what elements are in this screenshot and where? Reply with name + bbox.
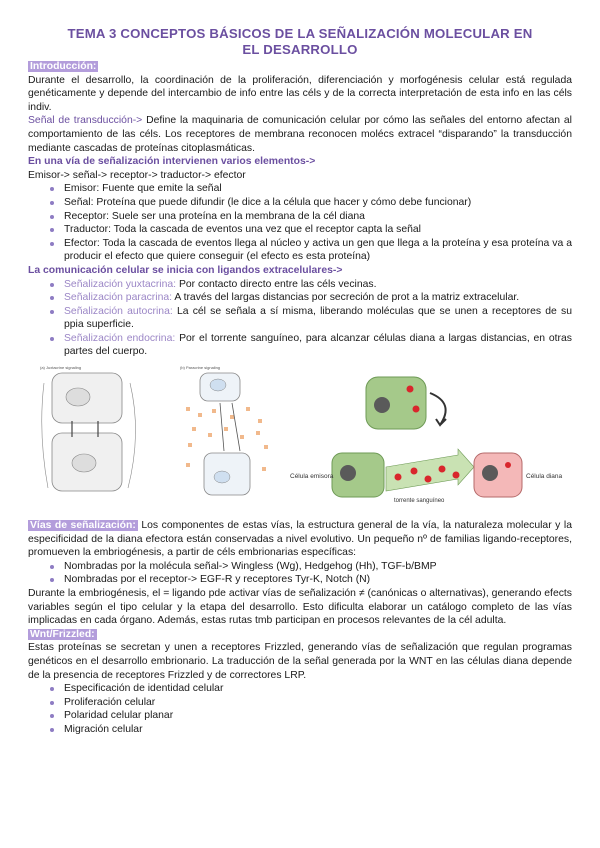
page-title: TEMA 3 CONCEPTOS BÁSICOS DE LA SEÑALIZACIÓN MOLECULAR EN EL DESARROLLO [67,26,533,57]
elementos-list [28,182,572,264]
heading-introduccion: Introducción: [30,61,97,72]
signal-dot [258,419,262,423]
comunicacion-list [28,278,572,360]
signal-dot [262,467,266,471]
signal-dot [192,427,196,431]
vias-text2: Durante la embriogénesis, el = ligando pde activar vías de señalización ≠ (canónicas o alternativas), generando efects variables según el tipo celular y la etapa del desarrollo. Esto dificulta elaborar un catálogo completo de las vías implicadas en cada órgano. Además, estas rutas tmb participan en procesos relevantes de la cél adulta. [28,588,572,627]
emitter-nucleus [340,465,356,481]
wnt-text: Estas proteínas se secretan y unen a receptores Frizzled, generando vías de señalización que regulan programas genéticos en el desarrollo embrionario. La traducción de la señal generada por la WNT en las células diana depende de la presencia de receptores Frizzled y de correctores LRP. [28,642,572,681]
list-item: Efector: Toda la cascada de eventos llega al núcleo y activa un gen que llega a la proteína y esa proteína va a producir el efecto que quiere conseguir (el efecto es esta proteína) [64,237,572,263]
autocrine-arrow-icon [430,393,446,425]
figures-row [28,363,572,515]
list-item [64,278,572,292]
signal-dot [186,407,190,411]
term-yuxtacrina: Señalización yuxtacrina: [64,278,177,290]
heading-elementos: En una vía de señalización intervienen varios elementos-> [28,156,316,168]
heading-wnt: Wnt/Frizzled: [30,628,95,640]
list-item: Nombradas por la molécula señal-> Wingless (Wg), Hedgehog (Hh), TGF-b/BMP [64,560,572,574]
list-item: Polaridad celular planar [64,709,572,723]
section-vias [28,519,572,628]
signal-dot [256,431,260,435]
list-item: Nombradas por el receptor-> EGF-R y receptores Tyr-K, Notch (N) [64,573,572,587]
vias-list [28,560,572,587]
nucleus-top [66,388,90,406]
figure-juxtacrine [38,363,150,501]
vias-paragraph [28,519,572,560]
section-introduccion [28,60,572,114]
list-item: Migración celular [64,723,572,737]
autocrine-nucleus [374,397,390,413]
term-text: Por el torrente sanguíneo, para alcanzar células diana a largas distancias, en otras partes del cuerpo. [64,332,572,358]
heading-vias: Vías de señalización: [30,520,136,532]
signal-dot [230,415,234,419]
signal-dot [395,474,402,481]
ecm-curve [128,383,136,488]
elementos-chain: Emisor-> señal-> receptor-> traductor-> efector [28,169,246,181]
section-comunicacion [28,264,572,359]
target-nucleus [482,465,498,481]
signal-dot [439,466,446,473]
term-endocrina: Señalización endocrina: [64,332,176,344]
arrow-line [232,403,240,451]
list-item: Especificación de identidad celular [64,682,572,696]
list-item: Receptor: Suele ser una proteína en la membrana de la cél diana [64,210,572,224]
signal-dot [407,386,414,393]
fig-a-caption: (a) Juxtacrine signaling [40,365,82,371]
figure-paracrine [178,363,278,501]
signal-dot [264,445,268,449]
term-text: A través del largas distancias por secreción de prot a la matriz extracelular. [172,292,520,304]
list-item: Proliferación celular [64,696,572,710]
signal-dot [188,443,192,447]
signal-dot [453,472,460,479]
signal-dot [505,462,511,468]
document-page [28,26,572,737]
signal-dot [246,407,250,411]
signal-dot [411,468,418,475]
nucleus-top [210,379,226,391]
signal-dot [224,427,228,431]
signal-dot [186,463,190,467]
list-item: Señal: Proteína que puede difundir (le dice a la célula que hacer y cómo debe funcionar) [64,196,572,210]
arrow-line [220,403,224,451]
intro-text: Durante el desarrollo, la coordinación de la proliferación, diferenciación y morfogénesis celular está regulada genéticamente y depende del intercambio de info entre las céls y de la correcta interpretación de esta info en las céls indiv. [28,74,572,113]
bloodstream-arrow-icon [386,449,474,491]
signal-dot [198,413,202,417]
list-item [64,291,572,305]
target-label: Célula diana [526,473,563,481]
section-elementos [28,155,572,264]
wnt-list [28,682,572,736]
signal-dot [212,409,216,413]
vias-text: Los componentes de estas vías, la estructura general de la vía, la naturaleza molecular y la especificidad de la diana efectora están conservadas a nivel evolutivo. Un pequeño nº de familias ligando-receptores, promueven la embriogénesis, a partir de céls embrionarias específicas: [28,520,572,559]
list-item [64,332,572,359]
signal-dot [425,476,432,483]
list-item: Emisor: Fuente que emite la señal [64,182,572,196]
term-paracrina: Señalización paracrina: [64,292,173,304]
signal-dot [208,433,212,437]
blood-label: torrente sanguíneo [394,498,445,505]
figure-autocrine-endocrine [290,363,572,508]
signal-dot [240,435,244,439]
target-cell [474,453,522,497]
heading-transduccion: Señal de transducción-> [28,115,143,127]
term-autocrina: Señalización autocrina: [64,305,173,317]
section-wnt [28,628,572,737]
section-transduccion [28,114,572,155]
fig-b-caption: (b) Paracrine signaling [180,365,221,371]
ecm-curve [42,383,48,488]
heading-comunicacion: La comunicación celular se inicia con ligandos extracelulares-> [28,264,343,276]
signal-dot [413,406,420,413]
term-text: Por contacto directo entre las céls vecinas. [176,278,377,290]
emitter-label: Célula emisora [290,473,334,481]
list-item: Traductor: Toda la cascada de eventos una vez que el receptor capta la señal [64,223,572,237]
nucleus-bottom [72,454,96,472]
term-text: La cél se señala a sí misma, liberando moléculas que se unen a receptores de su ppia superficie. [64,305,572,331]
list-item [64,305,572,332]
transduccion-text: Define la maquinaria de comunicación celular por cómo las señales del entorno afectan al comportamiento de las céls. Los receptores de membrana reconocen molécs extracel “disparando” la transducción mediante cascadas de proteínas citoplasmáticas. [28,115,572,154]
nucleus-bottom [214,471,230,483]
emitter-cell [332,453,384,497]
